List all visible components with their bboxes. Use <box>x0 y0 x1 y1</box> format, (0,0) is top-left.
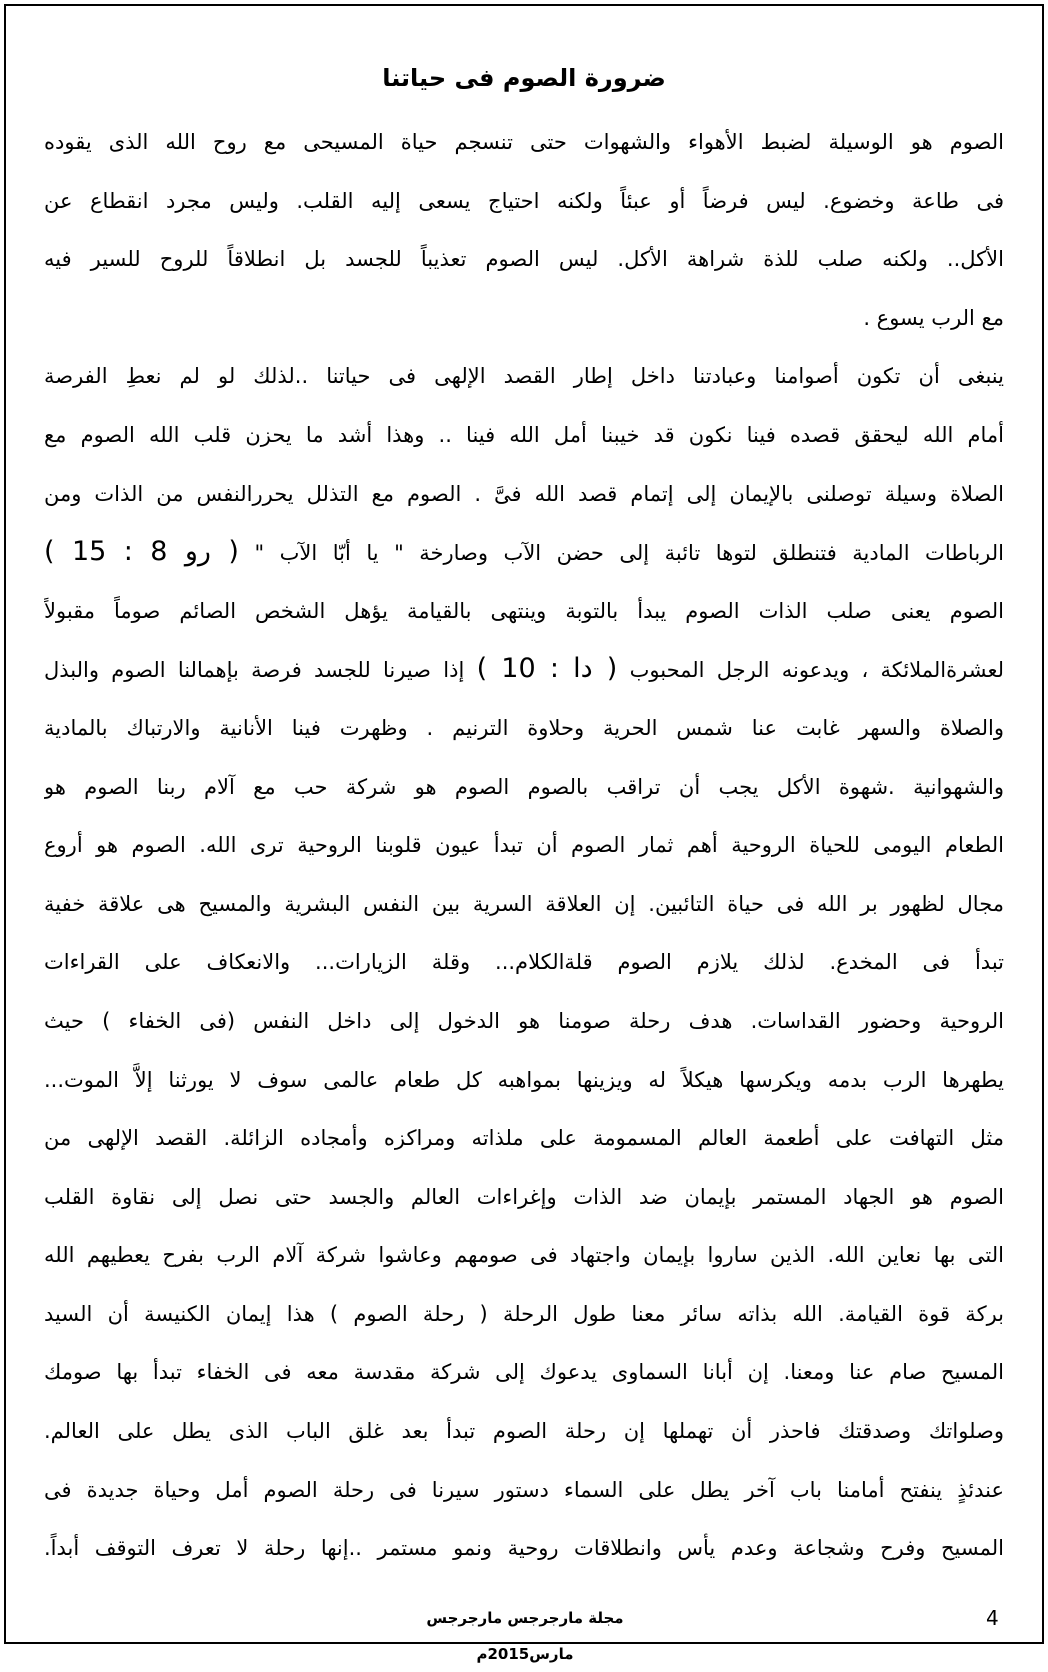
paragraph-3 <box>44 582 1004 1578</box>
article-body <box>44 113 1004 1578</box>
page-footer <box>0 1600 1048 1663</box>
page-number: 4 <box>986 1606 999 1630</box>
text-line <box>44 523 1004 582</box>
text-line: أمام الله ليحقق قصده فينا نكون قد خيبنا أمل الله فينا .. وهذا أشد ما يحزن قلب الله الصوم مع <box>44 422 1004 447</box>
text-line: الصوم يعنى صلب الذات الصوم يبدأ بالتوبة وينتهى بالقيامة يؤهل الشخص الصائم صوماً مقبولاً <box>44 598 1004 623</box>
text-line: التى بها نعاين الله. الذين ساروا بإيمان واجتهاد فى صومهم وعاشوا شركة آلام الرب بفرح يعطيهم الله <box>44 1243 1004 1268</box>
text-line: مجال لظهور بر الله فى حياة التائبين. إن العلاقة السرية بين النفس البشرية والمسيح هى علاقة خفية <box>44 891 1004 916</box>
paragraph-2 <box>44 347 1004 581</box>
text-line: الروحية وحضور القداسات. هدف رحلة صومنا هو الدخول إلى داخل النفس (فى الخفاء ) حيث <box>44 1008 1004 1033</box>
text-line: الصوم هو الجهاد المستمر بإيمان ضد الذات وإغراءات العالم والجسد حتى نصل إلى نقاوة القلب <box>44 1184 1004 1209</box>
text-line: والشهوانية .شهوة الأكل يجب أن تراقب بالصوم الصوم هو شركة حب مع آلام ربنا الصوم هو <box>44 774 1004 799</box>
text-segment: لعشرةالملائكة ، ويدعونه الرجل المحبوب <box>629 658 1004 683</box>
text-line: الصلاة وسيلة توصلنى بالإيمان إلى إتمام قصد الله فىَّ . الصوم مع التذلل يحررالنفس من الذات ومن <box>44 481 1004 506</box>
text-line: فى طاعة وخضوع. ليس فرضاً أو عبئاً ولكنه احتياج يسعى إليه القلب. وليس مجرد انقطاع عن <box>44 188 1004 213</box>
scripture-reference: ( رو 8 : 15 ) <box>44 536 239 568</box>
text-line <box>44 640 1004 699</box>
text-line: بركة قوة القيامة. الله بذاته سائر معنا طول الرحلة ( رحلة الصوم ) هذا إيمان الكنيسة أن السيد <box>44 1301 1004 1326</box>
text-line: وصلواتك وصدقتك فاحذر أن تهملها إن رحلة الصوم تبدأ بعد غلق الباب الذى يطل على العالم. <box>44 1419 1004 1444</box>
text-segment: الرباطات المادية فتنطلق لتوها تائبة إلى حضن الآب وصارخة " يا أبّا الآب " <box>254 541 1004 566</box>
text-segment: إذا صيرنا للجسد فرصة بإهمالنا الصوم والبذل <box>44 658 465 683</box>
text-line: المسيح وفرح وشجاعة وعدم يأس وانطلاقات روحية ونمو مستمر ..إنها رحلة لا تعرف التوقف أبداً. <box>44 1536 1004 1561</box>
paragraph-1 <box>44 113 1004 347</box>
text-line: والصلاة والسهر غابت عنا شمس الحرية وحلاوة الترنيم . وظهرت فينا الأنانية والارتباك بالمادية <box>44 715 1004 740</box>
text-line: عندئذٍ ينفتح أمامنا باب آخر يطل على السماء دستور سيرنا فى رحلة الصوم أمل وحياة جديدة فى <box>44 1477 1004 1502</box>
article-title: ضرورة الصوم فى حياتنا <box>382 64 666 92</box>
text-line: الطعام اليومى للحياة الروحية أهم ثمار الصوم أن تبدأ عيون قلوبنا الروحية ترى الله. الصوم هو أروع <box>44 833 1004 858</box>
text-line: الأكل.. ولكنه صلب للذة شراهة الأكل. ليس الصوم تعذيباً للجسد بل انطلاقاً للروح للسير فيه <box>44 247 1004 272</box>
text-line: تبدأ فى المخدع. لذلك يلازم الصوم قلةالكلام... وقلة الزيارات... والانعكاف على القراءات <box>44 950 1004 975</box>
text-line: الصوم هو الوسيلة لضبط الأهواء والشهوات حتى تنسجم حياة المسيحى مع روح الله الذى يقوده <box>44 130 1004 154</box>
text-line: مثل التهافت على أطعمة العالم المسمومة على ملذاته ومراكزه وأمجاده الزائلة. القصد الإلهى من <box>44 1126 1004 1151</box>
text-line: المسيح صام عنا ومعنا. إن أبانا السماوى يدعوك إلى شركة مقدسة معه فى الخفاء تبدأ بها صومك <box>44 1360 1004 1385</box>
text-line: يطهرها الرب بدمه ويكرسها هيكلاً له ويزينها بمواهبه كل طعام عالمى سوف لا يورثنا إلاَّ الموت... <box>44 1067 1004 1092</box>
text-line: مع الرب يسوع . <box>863 305 1004 330</box>
scripture-reference: ( دا : 10 ) <box>476 653 618 685</box>
magazine-issue: مجلة مارجرجس مارجرجس مارس2015م <box>426 1609 624 1663</box>
text-line: ينبغى أن تكون أصوامنا وعبادتنا داخل إطار القصد الإلهى فى حياتنا ..لذلك لو لم نعطِ الفرصة <box>44 364 1004 389</box>
